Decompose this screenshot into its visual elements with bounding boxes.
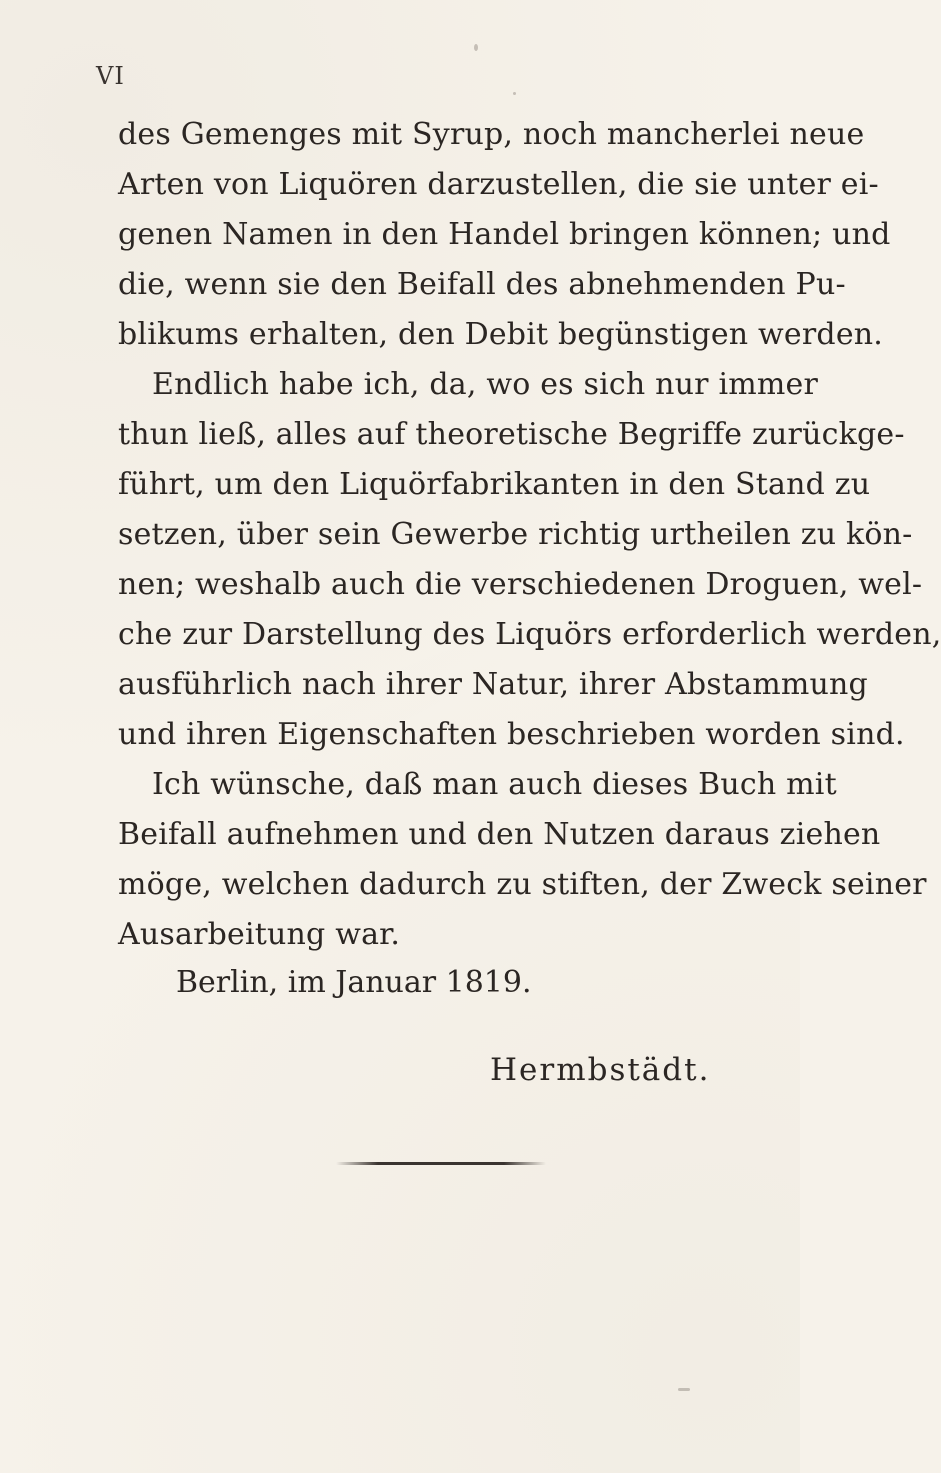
decorative-rule [336,1162,546,1165]
text-line: Beifall aufnehmen und den Nutzen daraus ziehen [118,817,881,852]
text-line: die, wenn sie den Beifall des abnehmenden Pu- [118,267,846,302]
paragraph-start-line: Endlich habe ich, da, wo es sich nur immer [152,367,819,402]
text-line: blikums erhalten, den Debit begünstigen werden. [118,317,884,352]
place-date: Berlin, im Januar 1819. [176,965,532,1000]
paper-speck [678,1388,690,1391]
text-line: thun ließ, alles auf theoretische Begriffe zurückge- [118,417,905,452]
text-line: genen Namen in den Handel bringen können; und [118,217,891,252]
text-line: Ausarbeitung war. [118,917,401,952]
paper-speck [474,44,478,51]
paper-speck [513,92,516,95]
body-text [118,110,941,960]
paragraph-start-line: Ich wünsche, daß man auch dieses Buch mit [152,767,837,802]
text-line: Arten von Liquören darzustellen, die sie unter ei- [118,167,879,202]
text-line: des Gemenges mit Syrup, noch mancherlei neue [118,117,865,152]
text-line: und ihren Eigenschaften beschrieben worden sind. [118,717,905,752]
page-number: VI [96,62,125,90]
text-line: setzen, über sein Gewerbe richtig urtheilen zu kön- [118,517,913,552]
text-line: möge, welchen dadurch zu stiften, der Zweck seiner [118,867,927,902]
author-signature: Hermbstädt. [490,1052,711,1088]
text-line: nen; weshalb auch die verschiedenen Droguen, wel- [118,567,923,602]
text-line: che zur Darstellung des Liquörs erforderlich werden, [118,617,941,652]
text-line: führt, um den Liquörfabrikanten in den Stand zu [118,467,871,502]
text-line: ausführlich nach ihrer Natur, ihrer Abstammung [118,667,868,702]
